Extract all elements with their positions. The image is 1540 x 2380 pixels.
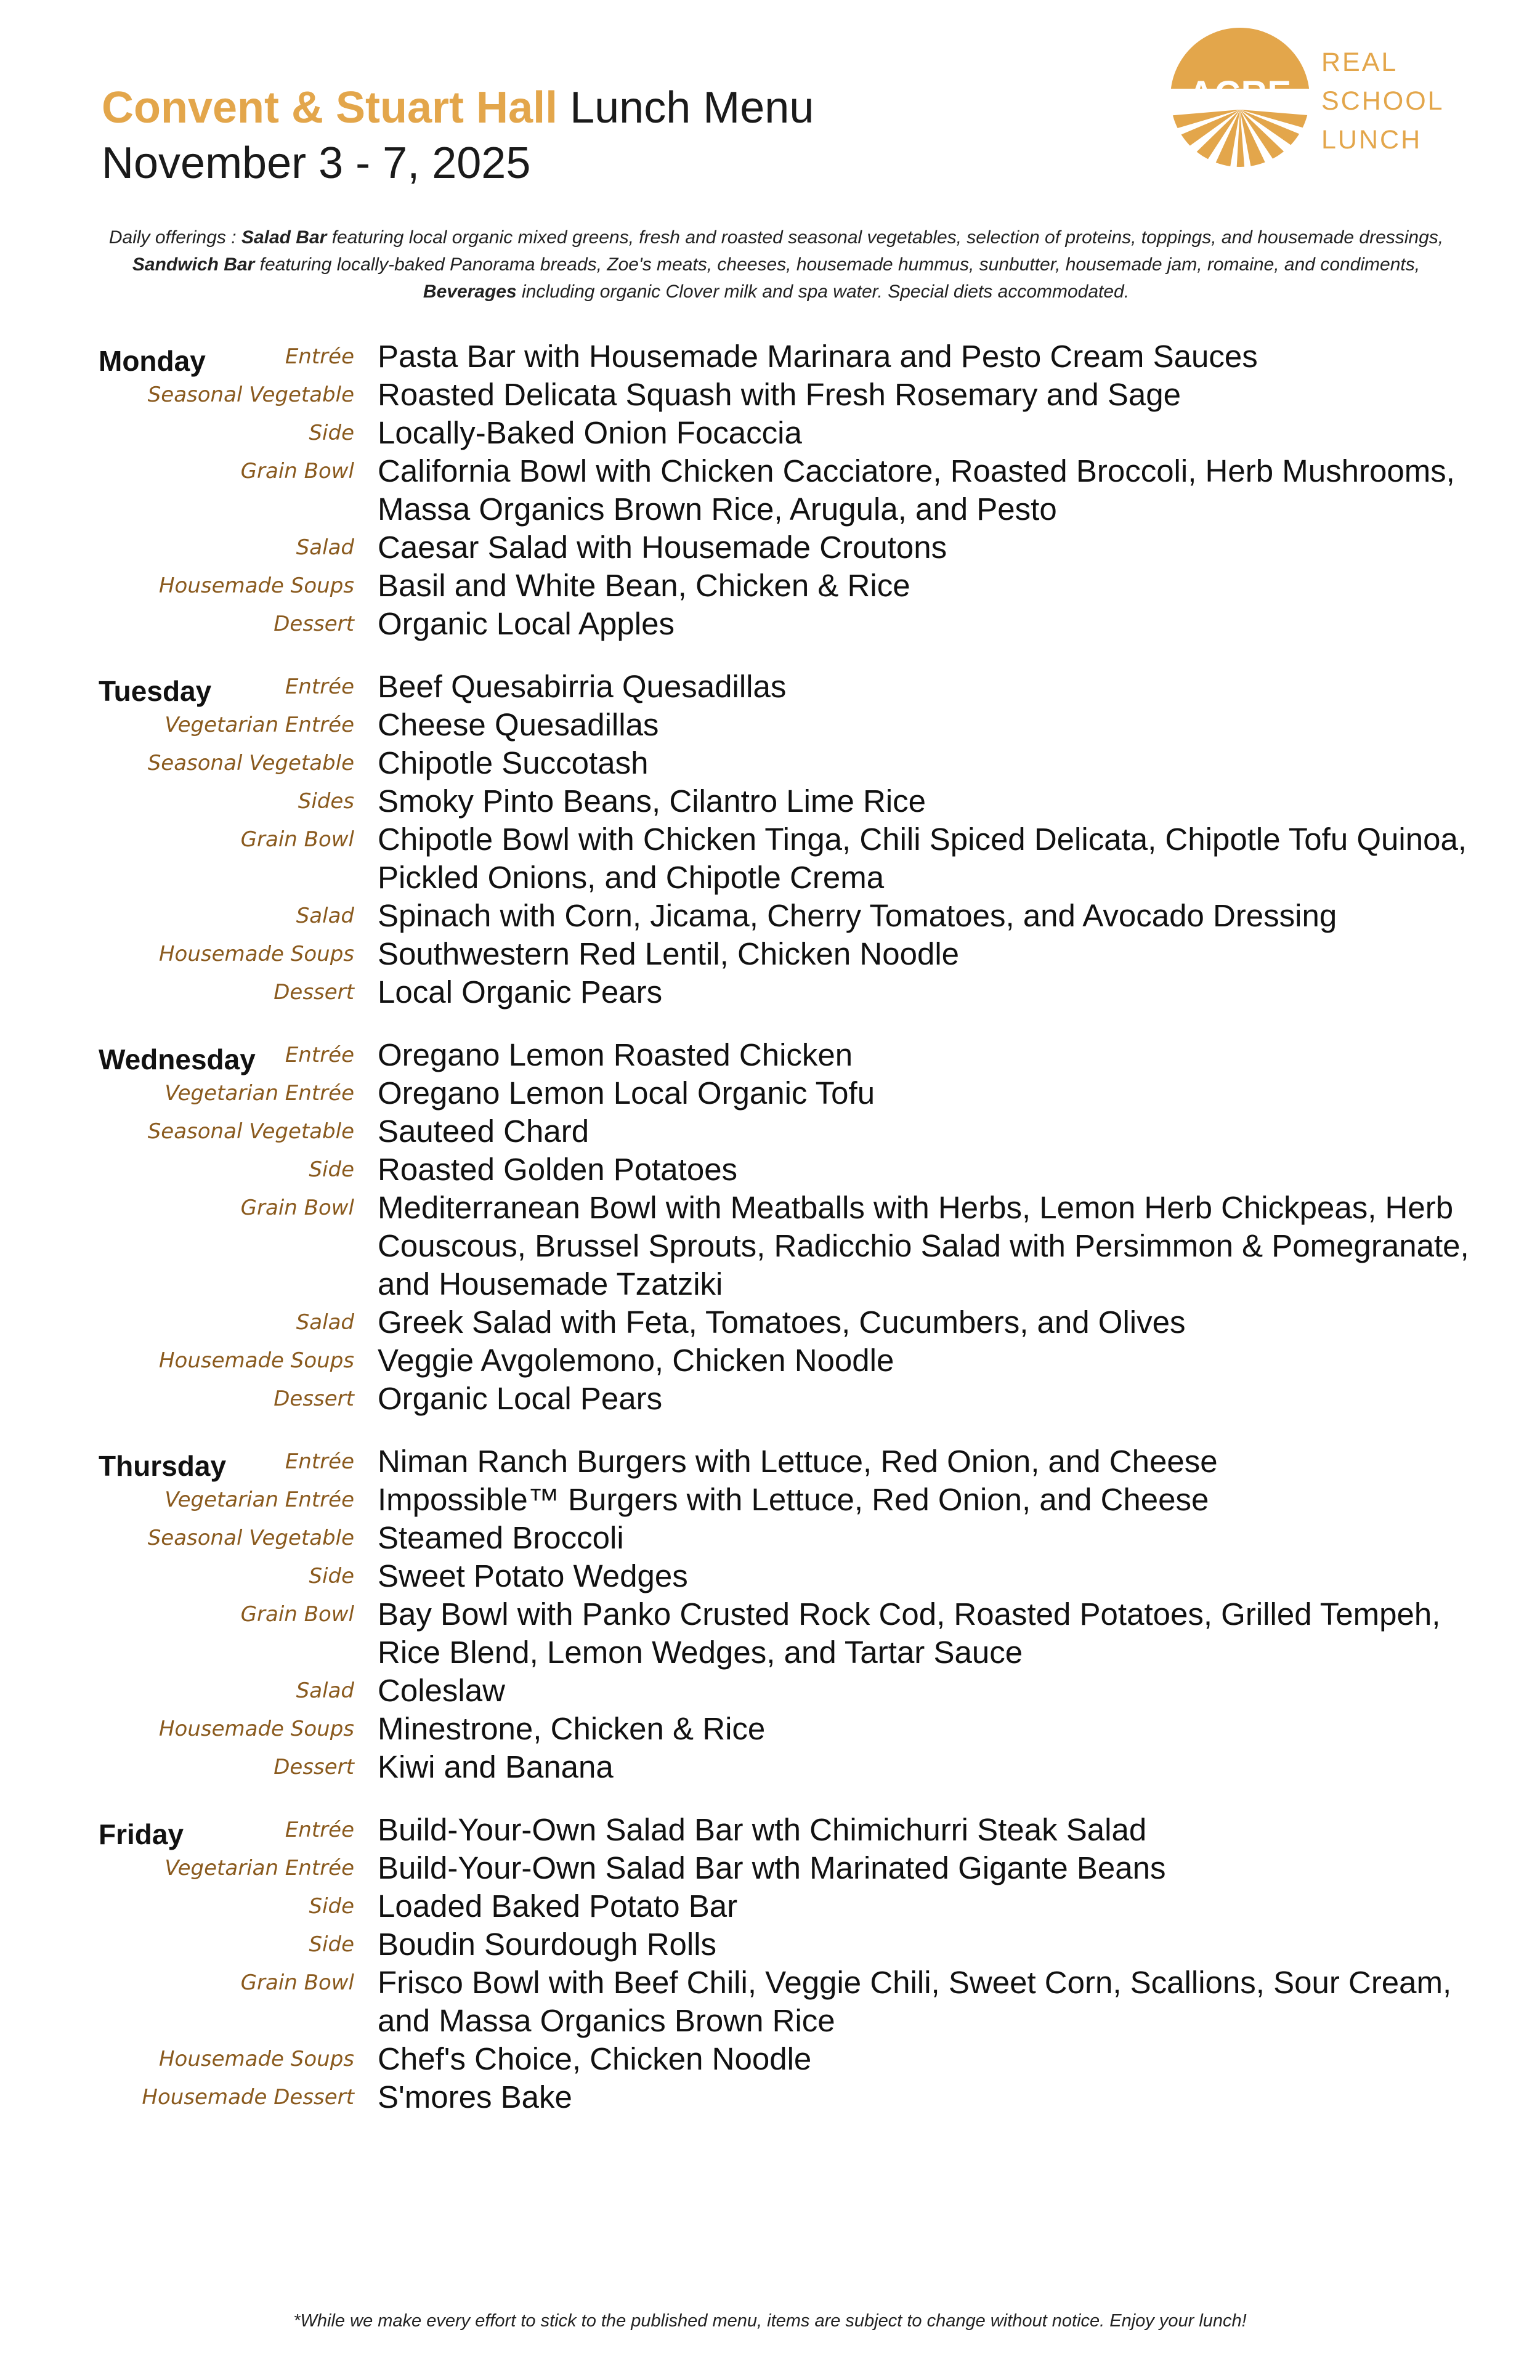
menu-item: Oregano Lemon Roasted Chicken [378, 1037, 853, 1072]
day-name: Friday [99, 1818, 184, 1850]
logo-acronym: ACRE [1188, 74, 1292, 114]
day-block-monday [0, 338, 1540, 643]
menu-item: Smoky Pinto Beans, Cilantro Lime Rice [378, 783, 926, 819]
menu-item: Niman Ranch Burgers with Lettuce, Red Onion, and Cheese [378, 1444, 1218, 1479]
day-block-tuesday [0, 668, 1540, 1011]
menu-row [0, 1303, 1540, 1342]
menu-item: Bay Bowl with Panko Crusted Rock Cod, Roasted Potatoes, Grilled Tempeh, Rice Blend, Lemon Wedges, and Tartar Sauce [378, 1597, 1441, 1670]
menu-item: Local Organic Pears [378, 974, 663, 1010]
menu-item: Southwestern Red Lentil, Chicken Noodle [378, 936, 960, 971]
menu-row [0, 935, 1540, 973]
menu-row [0, 1519, 1540, 1557]
salad-bar-label: Salad Bar [241, 227, 327, 248]
menu-item: Veggie Avgolemono, Chicken Noodle [378, 1343, 894, 1378]
date-range: November 3 - 7, 2025 [102, 139, 531, 188]
day-name: Monday [99, 345, 206, 377]
menu-row [0, 567, 1540, 605]
menu-item: Beef Quesabirria Quesadillas [378, 669, 787, 704]
weekly-menu [0, 338, 1540, 2141]
menu-category: Sides [298, 789, 354, 814]
menu-row [0, 1849, 1540, 1887]
menu-row [0, 973, 1540, 1011]
menu-item: Kiwi and Banana [378, 1749, 614, 1784]
menu-item: Impossible™ Burgers with Lettuce, Red Onion, and Cheese [378, 1482, 1209, 1517]
menu-category: Salad [296, 1678, 354, 1703]
menu-row [0, 1380, 1540, 1418]
day-block-thursday [0, 1443, 1540, 1786]
menu-item: Minestrone, Chicken & Rice [378, 1711, 766, 1746]
menu-row [0, 1557, 1540, 1595]
menu-item: Boudin Sourdough Rolls [378, 1927, 717, 1962]
menu-row [0, 668, 1540, 706]
menu-row [0, 1595, 1540, 1672]
menu-item: Roasted Delicata Squash with Fresh Rosemary and Sage [378, 377, 1181, 412]
day-name: Tuesday [99, 675, 212, 707]
menu-category: Grain Bowl [240, 1970, 354, 1995]
menu-row [0, 706, 1540, 744]
menu-category: Entrée [285, 674, 354, 699]
menu-row [0, 1710, 1540, 1748]
logo-tagline [1321, 43, 1445, 160]
menu-category: Salad [296, 535, 354, 560]
menu-item: Basil and White Bean, Chicken & Rice [378, 568, 910, 603]
menu-row [0, 744, 1540, 782]
menu-category: Dessert [274, 1386, 354, 1411]
menu-category: Housemade Soups [158, 2047, 354, 2071]
menu-row [0, 1342, 1540, 1380]
menu-row [0, 1887, 1540, 1925]
menu-item: Locally-Baked Onion Focaccia [378, 415, 802, 450]
menu-row [0, 414, 1540, 452]
menu-category: Side [309, 1564, 354, 1589]
beverages-label: Beverages [423, 281, 517, 302]
menu-category: Seasonal Vegetable [147, 1526, 354, 1550]
menu-row [0, 1672, 1540, 1710]
day-name: Thursday [99, 1450, 227, 1482]
menu-row [0, 782, 1540, 820]
menu-item: Mediterranean Bowl with Meatballs with Herbs, Lemon Herb Chickpeas, Herb Couscous, Brussel Sprouts, Radicchio Salad with Persimmon & Pomegranate, and Housemade Tzatziki [378, 1190, 1469, 1301]
menu-item: Loaded Baked Potato Bar [378, 1888, 738, 1924]
page-header [102, 80, 814, 191]
menu-row [0, 820, 1540, 897]
menu-item: Chef's Choice, Chicken Noodle [378, 2041, 812, 2076]
logo-line-school: SCHOOL [1321, 86, 1445, 116]
menu-category: Side [309, 1157, 354, 1182]
menu-row [0, 376, 1540, 414]
menu-row [0, 1964, 1540, 2040]
menu-row [0, 605, 1540, 643]
menu-item: Build-Your-Own Salad Bar wth Chimichurri Steak Salad [378, 1812, 1147, 1847]
menu-item: Cheese Quesadillas [378, 707, 659, 742]
logo-line-lunch: LUNCH [1321, 125, 1422, 155]
menu-item: Sweet Potato Wedges [378, 1558, 688, 1593]
menu-item: Frisco Bowl with Beef Chili, Veggie Chili, Sweet Corn, Scallions, Sour Cream, and Massa Organics Brown Rice [378, 1965, 1452, 2038]
menu-category: Housemade Dessert [142, 2085, 354, 2110]
menu-row [0, 1925, 1540, 1964]
menu-category: Vegetarian Entrée [164, 713, 354, 737]
disclaimer-footer: *While we make every effort to stick to the published menu, items are subject to change without notice. Enjoy your lunch! [293, 2311, 1247, 2331]
menu-category: Grain Bowl [240, 1602, 354, 1627]
title-text: Lunch Menu [570, 83, 814, 132]
offerings-intro: Daily offerings : [108, 227, 237, 248]
menu-row [0, 528, 1540, 567]
day-block-wednesday [0, 1036, 1540, 1418]
daily-offerings [95, 224, 1457, 306]
menu-item: Roasted Golden Potatoes [378, 1152, 738, 1187]
menu-category: Housemade Soups [158, 1717, 354, 1741]
menu-category: Seasonal Vegetable [147, 1119, 354, 1144]
menu-row [0, 1112, 1540, 1151]
menu-row [0, 2078, 1540, 2116]
menu-item: Organic Local Pears [378, 1381, 663, 1416]
beverages-text: including organic Clover milk and spa water. Special diets accommodated. [522, 281, 1130, 302]
menu-item: California Bowl with Chicken Cacciatore, Roasted Broccoli, Herb Mushrooms, Massa Organics Brown Rice, Arugula, and Pesto [378, 453, 1455, 527]
menu-category: Entrée [285, 1818, 354, 1842]
menu-row [0, 452, 1540, 528]
menu-row [0, 1074, 1540, 1112]
menu-row [0, 2040, 1540, 2078]
menu-item: Spinach with Corn, Jicama, Cherry Tomatoes, and Avocado Dressing [378, 898, 1337, 933]
menu-category: Entrée [285, 344, 354, 369]
menu-item: Coleslaw [378, 1673, 505, 1708]
menu-row [0, 1748, 1540, 1786]
menu-category: Side [309, 1932, 354, 1957]
menu-category: Grain Bowl [240, 827, 354, 852]
menu-item: Steamed Broccoli [378, 1520, 624, 1555]
menu-category: Salad [296, 904, 354, 928]
menu-row [0, 1443, 1540, 1481]
menu-item: Oregano Lemon Local Organic Tofu [378, 1075, 875, 1111]
menu-category: Grain Bowl [240, 1196, 354, 1220]
menu-row [0, 1811, 1540, 1849]
menu-item: Chipotle Bowl with Chicken Tinga, Chili Spiced Delicata, Chipotle Tofu Quinoa, Pickled Onions, and Chipotle Crema [378, 822, 1467, 895]
menu-category: Dessert [274, 1755, 354, 1779]
acre-logo [1167, 23, 1463, 180]
menu-category: Salad [296, 1310, 354, 1335]
menu-row [0, 338, 1540, 376]
school-name: Convent & Stuart Hall [102, 83, 558, 132]
menu-item: S'mores Bake [378, 2079, 572, 2115]
page-title [102, 80, 814, 136]
salad-bar-text: featuring local organic mixed greens, fresh and roasted seasonal vegetables, selection of proteins, toppings, and housemade dressings, [331, 227, 1444, 248]
menu-row [0, 1189, 1540, 1303]
menu-item: Greek Salad with Feta, Tomatoes, Cucumbers, and Olives [378, 1305, 1186, 1340]
menu-category: Housemade Soups [158, 573, 354, 598]
acre-sunburst-icon [1167, 23, 1315, 174]
menu-item: Chipotle Succotash [378, 745, 649, 780]
sandwich-bar-text: featuring locally-baked Panorama breads, Zoe's meats, cheeses, housemade hummus, sunbutter, housemade jam, romaine, and condiments, [259, 254, 1420, 275]
menu-category: Housemade Soups [158, 1348, 354, 1373]
menu-row [0, 1151, 1540, 1189]
menu-item: Caesar Salad with Housemade Croutons [378, 530, 947, 565]
logo-line-real: REAL [1321, 47, 1398, 77]
menu-category: Side [309, 421, 354, 445]
menu-category: Seasonal Vegetable [147, 751, 354, 775]
menu-category: Vegetarian Entrée [164, 1856, 354, 1880]
menu-category: Entrée [285, 1043, 354, 1067]
menu-item: Pasta Bar with Housemade Marinara and Pesto Cream Sauces [378, 339, 1258, 374]
day-name: Wednesday [99, 1043, 256, 1075]
menu-category: Grain Bowl [240, 459, 354, 484]
menu-row [0, 1481, 1540, 1519]
sandwich-bar-label: Sandwich Bar [132, 254, 255, 275]
menu-category: Side [309, 1894, 354, 1919]
menu-item: Organic Local Apples [378, 606, 675, 641]
menu-item: Sauteed Chard [378, 1114, 590, 1149]
menu-category: Vegetarian Entrée [164, 1488, 354, 1512]
menu-category: Seasonal Vegetable [147, 382, 354, 407]
menu-item: Build-Your-Own Salad Bar wth Marinated Gigante Beans [378, 1850, 1166, 1885]
menu-row [0, 1036, 1540, 1074]
menu-row [0, 897, 1540, 935]
menu-category: Dessert [274, 980, 354, 1005]
menu-category: Dessert [274, 612, 354, 636]
day-block-friday [0, 1811, 1540, 2116]
menu-category: Housemade Soups [158, 942, 354, 966]
menu-category: Vegetarian Entrée [164, 1081, 354, 1106]
menu-category: Entrée [285, 1449, 354, 1474]
